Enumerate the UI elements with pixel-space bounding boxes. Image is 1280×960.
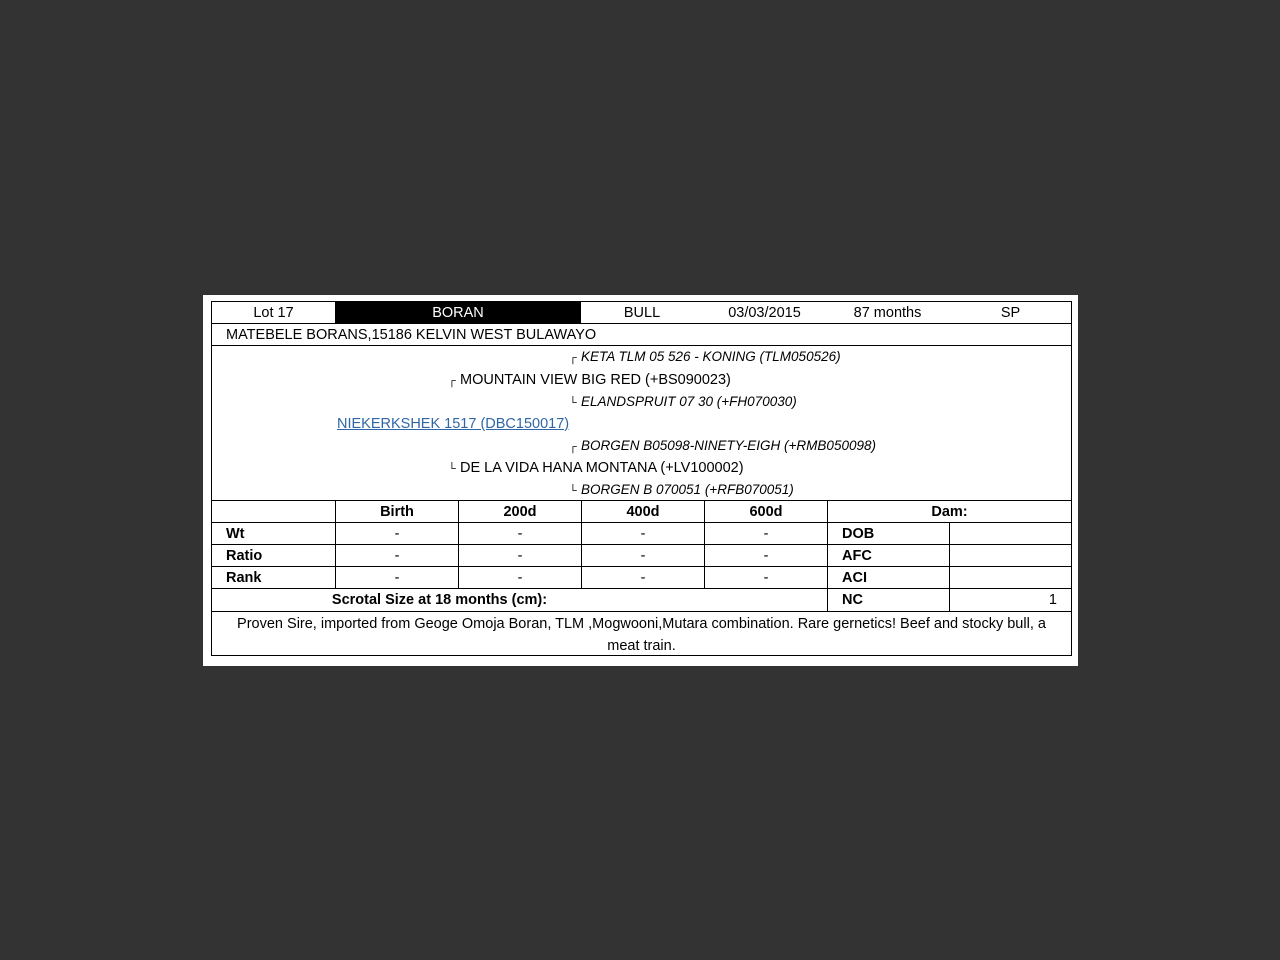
lot-card <box>203 295 1078 666</box>
table-cell: - <box>335 567 458 588</box>
col-600d: 600d <box>704 501 827 522</box>
pedigree-dam-side: └ DE LA VIDA HANA MONTANA (+LV100002) <box>448 460 744 476</box>
table-row <box>212 545 1071 567</box>
sire-link[interactable]: NIEKERKSHEK 1517 (DBC150017) <box>337 416 570 432</box>
table-row <box>212 523 1071 545</box>
lot-sheet <box>211 301 1072 656</box>
code-label: SP <box>1000 304 1021 321</box>
row-label: Wt <box>226 525 245 542</box>
sex-label: BULL <box>580 302 703 323</box>
dam-dob-value <box>949 523 1071 544</box>
pedigree-sire-sire: ┌ MOUNTAIN VIEW BIG RED (+BS090023) <box>448 372 731 388</box>
table-row <box>212 567 1071 589</box>
branch-top-icon: ┌ <box>448 375 456 387</box>
col-400d: 400d <box>581 501 704 522</box>
lot-number: Lot 17 <box>253 304 294 321</box>
dam-afc-label: AFC <box>827 545 949 566</box>
dam-afc-value <box>949 545 1071 566</box>
branch-bottom-icon: └ <box>448 463 456 475</box>
pedigree-sire-dam-line: └ ELANDSPRUIT 07 30 (+FH070030) <box>569 393 797 412</box>
col-birth: Birth <box>335 501 458 522</box>
birth-date: 03/03/2015 <box>728 304 801 321</box>
comments-text: Proven Sire, imported from Geoge Omoja Boran, TLM ,Mogwooni,Mutara combination. Rare gernetics! Beef and stocky bull, a meat train. <box>237 616 1046 654</box>
dam-aci-value <box>949 567 1071 588</box>
table-cell: - <box>704 567 827 588</box>
table-cell: - <box>458 523 581 544</box>
pedigree-sire[interactable] <box>337 415 569 433</box>
pedigree-dam-dam: └ BORGEN B 070051 (+RFB070051) <box>569 481 794 500</box>
col-200d: 200d <box>458 501 581 522</box>
dam-dob-label: DOB <box>827 523 949 544</box>
table-cell: - <box>458 545 581 566</box>
branch-bottom-icon: └ <box>569 485 577 497</box>
table-cell: - <box>704 545 827 566</box>
table-cell: - <box>458 567 581 588</box>
age-label: 87 months <box>853 304 922 321</box>
lot-header-row <box>212 302 1071 324</box>
nc-label: NC <box>827 589 949 611</box>
table-cell: - <box>581 523 704 544</box>
pedigree-sire-sire-sire: ┌ KETA TLM 05 526 - KONING (TLM050526) <box>569 348 841 367</box>
branch-top-icon: ┌ <box>569 441 577 453</box>
branch-top-icon: ┌ <box>569 352 577 364</box>
scrotal-row <box>212 589 1071 612</box>
dam-aci-label: ACI <box>827 567 949 588</box>
table-cell: - <box>581 567 704 588</box>
table-cell: - <box>335 545 458 566</box>
performance-header-row <box>212 501 1071 523</box>
dam-header: Dam: <box>827 501 1071 522</box>
row-label: Ratio <box>226 547 263 564</box>
table-cell: - <box>581 545 704 566</box>
blank-header-cell <box>212 501 335 522</box>
nc-value: 1 <box>949 589 1071 611</box>
branch-bottom-icon: └ <box>569 397 577 409</box>
row-label: Rank <box>226 569 262 586</box>
breeder-name: MATEBELE BORANS,15186 KELVIN WEST BULAWAYO <box>226 326 597 343</box>
breeder-row <box>212 324 1071 346</box>
pedigree-dam-sire: ┌ BORGEN B05098-NINETY-EIGH (+RMB050098) <box>569 437 876 456</box>
breed-badge: BORAN <box>335 302 580 323</box>
table-cell: - <box>335 523 458 544</box>
pedigree-block <box>212 346 1071 501</box>
table-cell: - <box>704 523 827 544</box>
scrotal-label: Scrotal Size at 18 months (cm): <box>331 592 548 608</box>
